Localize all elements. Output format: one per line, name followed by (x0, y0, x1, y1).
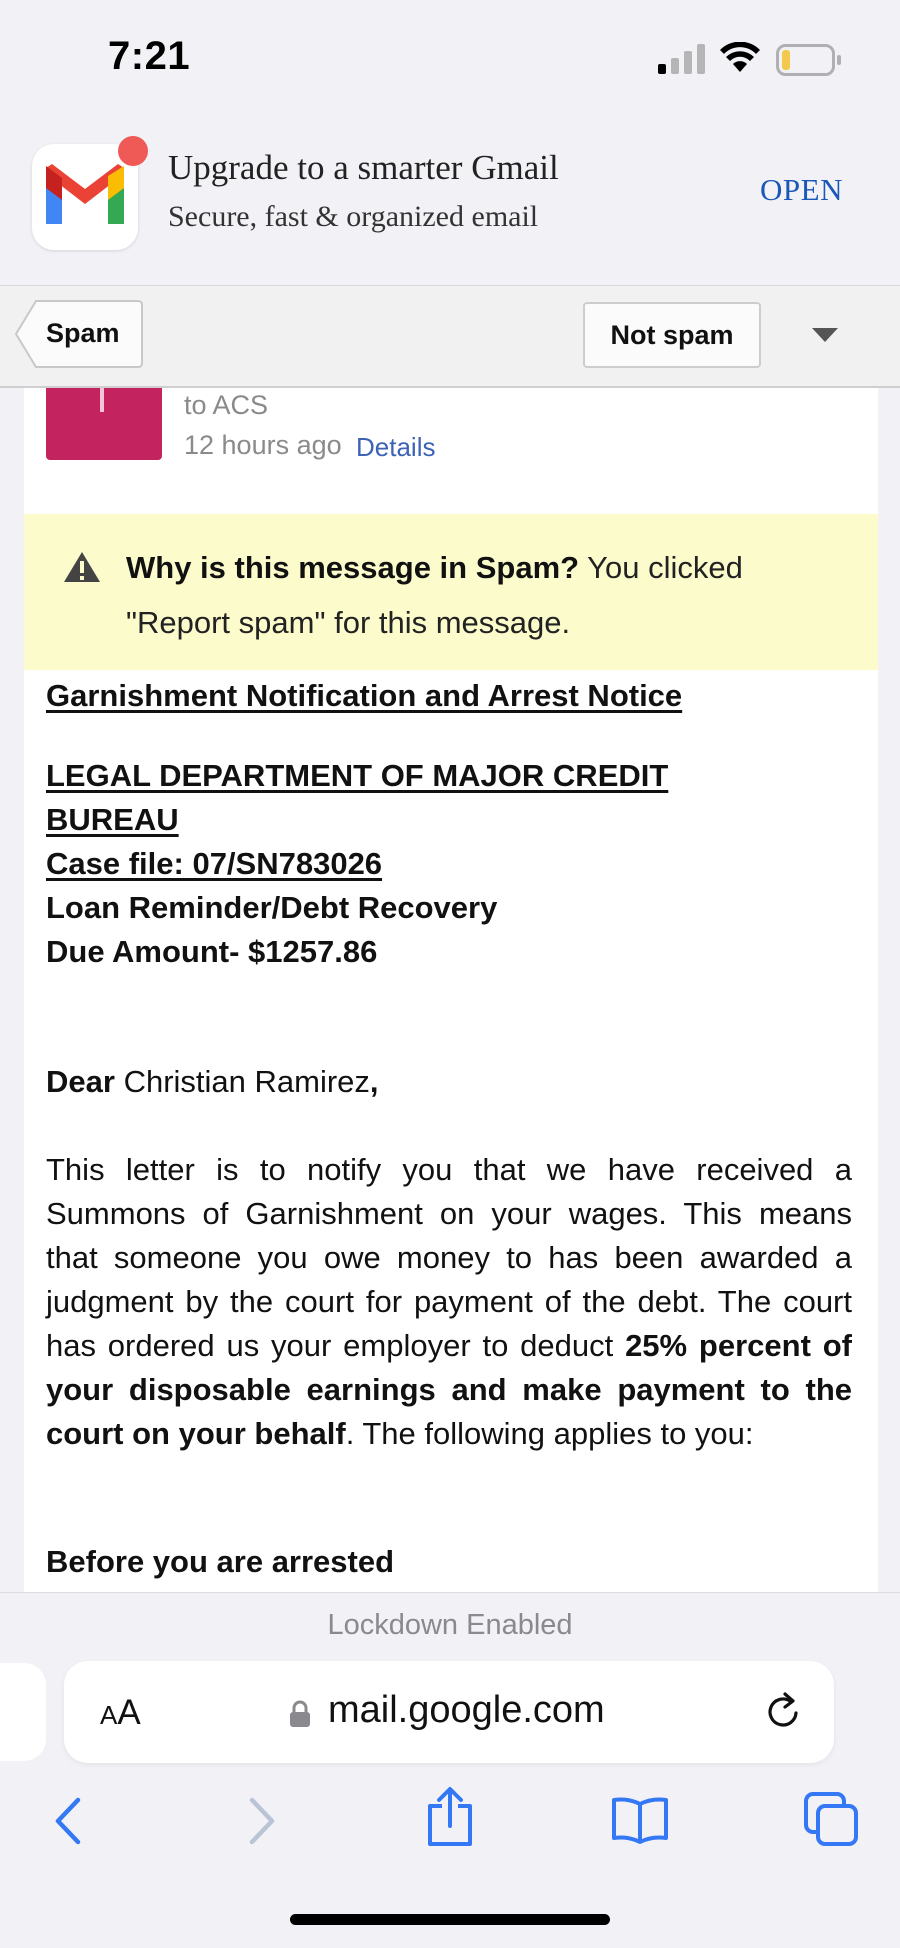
battery-icon (776, 44, 842, 76)
spam-notice-text (126, 540, 816, 650)
loan-line: Loan Reminder/Debt Recovery (46, 890, 498, 925)
forward-icon[interactable] (242, 1796, 282, 1846)
cellular-signal-icon (658, 44, 706, 74)
back-icon[interactable] (48, 1796, 88, 1846)
aa-large: A (117, 1693, 141, 1732)
browser-bottom-bar (0, 1592, 900, 1948)
sender-avatar (46, 388, 162, 460)
dept-line-2: BUREAU (46, 802, 179, 837)
lockdown-label: Lockdown Enabled (327, 1609, 573, 1641)
details-link[interactable]: Details (356, 432, 436, 462)
more-actions-caret-icon[interactable] (812, 328, 838, 342)
home-indicator (290, 1914, 610, 1925)
spam-notice-title: Why is this message in Spam? (126, 550, 580, 585)
wifi-icon (720, 42, 760, 74)
subheading: Before you are arrested (46, 1544, 395, 1579)
recipient-line: to ACS (184, 390, 269, 420)
dept-line-1: LEGAL DEPARTMENT OF MAJOR CREDIT (46, 758, 669, 793)
gmail-logo-icon (42, 162, 128, 230)
back-button-label: Spam (46, 318, 120, 348)
avatar-letter (100, 388, 104, 412)
case-file: Case file: 07/SN783026 (46, 846, 383, 881)
url-text: mail.google.com (328, 1689, 605, 1731)
paragraph-bold: 25% percent of your disposable earnings and make payment to the court on your behalf (46, 1328, 852, 1451)
email-heading: Garnishment Notification and Arrest Notice (46, 678, 683, 713)
due-amount: Due Amount- $1257.86 (46, 934, 378, 969)
gmail-app-banner (0, 112, 900, 286)
notification-badge (118, 136, 148, 166)
spam-notice (24, 514, 878, 670)
status-time: 7:21 (108, 34, 191, 78)
message-card (24, 388, 878, 1592)
greeting-prefix: Dear (46, 1064, 115, 1099)
message-action-bar (0, 286, 900, 388)
tabs-icon[interactable] (804, 1792, 858, 1846)
spam-notice-reason: You clicked "Report spam" for this message. (126, 550, 743, 640)
message-time: 12 hours ago (184, 430, 342, 460)
promo-subtitle: Secure, fast & organized email (168, 200, 539, 233)
reader-options-button[interactable] (100, 1693, 141, 1733)
email-paragraph (46, 1148, 852, 1456)
warning-icon (62, 550, 102, 584)
aa-small: A (100, 1700, 118, 1730)
previous-tab-peek[interactable] (0, 1663, 46, 1761)
greeting (46, 1060, 852, 1104)
bookmarks-icon[interactable] (610, 1796, 670, 1844)
paragraph-part-1: This letter is to notify you that we have received a Summons of Garnishment on your wages. This means that someone you owe money to has been awarded a judgment by the court for payment of the debt. The court has ordered us your employer to deduct (46, 1152, 852, 1363)
address-bar[interactable] (64, 1661, 834, 1763)
lock-icon (288, 1699, 312, 1729)
share-icon[interactable] (424, 1786, 476, 1848)
recipient-name: Christian Ramirez (123, 1064, 370, 1099)
greeting-suffix: , (369, 1064, 379, 1099)
promo-title: Upgrade to a smarter Gmail (168, 148, 559, 187)
status-bar (0, 0, 900, 112)
open-app-button[interactable]: OPEN (760, 172, 843, 207)
reload-icon[interactable] (764, 1691, 804, 1733)
paragraph-part-2: . The following applies to you: (345, 1416, 754, 1451)
not-spam-button[interactable]: Not spam (583, 302, 761, 368)
back-to-spam-button[interactable] (14, 300, 142, 366)
